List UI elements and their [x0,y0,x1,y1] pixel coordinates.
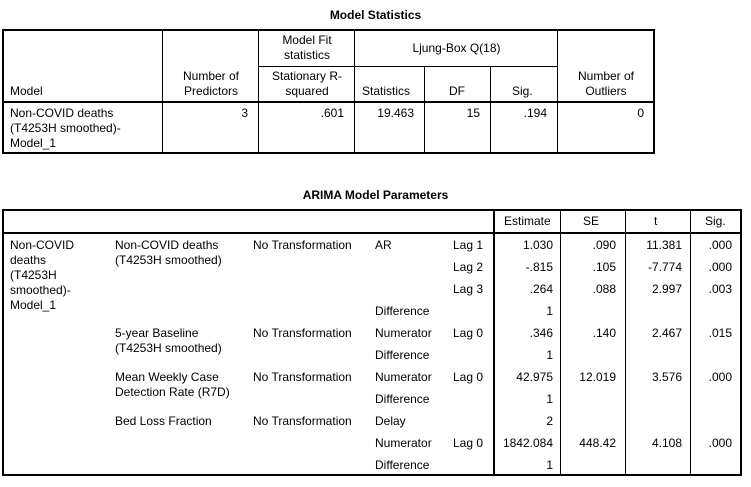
transformation-label: No Transformation [253,326,352,340]
lag-label: Lag 2 [453,260,484,274]
sig-value: .000 [708,238,732,252]
header-estimate: Estimate [504,214,551,228]
lag-label: Lag 0 [453,326,484,340]
df-cell: 15 [466,106,480,120]
arima-title: ARIMA Model Parameters [302,188,449,202]
parameter-type: Numerator [375,436,432,450]
lag-label: Lag 1 [453,238,484,252]
estimate-value: .264 [529,282,553,296]
header-number-of-outliers: Number of Outliers [577,69,635,98]
estimate-value: 1 [546,348,553,362]
parameter-type: Difference [375,392,430,406]
se-value: .105 [592,260,616,274]
sig-value: .000 [708,260,732,274]
transformation-label: No Transformation [253,414,352,428]
header-df: DF [449,84,465,98]
num-outliers-cell: 0 [637,106,644,120]
header-statistics: Statistics [362,84,411,98]
estimate-value: 42.975 [516,370,553,384]
estimate-value: -.815 [525,260,553,274]
header-model-fit: Model Fit statistics [282,33,332,62]
t-value: 3.576 [651,370,682,384]
header-stationary-r-squared: Stationary R-squared [271,69,343,98]
se-value: 448.42 [579,436,616,450]
variable-label: Non-COVID deaths (T4253H smoothed) [115,238,222,267]
parameter-type: AR [375,238,392,252]
sig-cell: .194 [523,106,547,120]
model-statistics-title: Model Statistics [329,8,422,22]
variable-label: Bed Loss Fraction [115,414,212,428]
header-ljung-box: Ljung-Box Q(18) [412,41,501,55]
lag-label: Lag 0 [453,370,484,384]
statistics-cell: 19.463 [377,106,414,120]
model-name-cell: Non-COVID deaths (T4253H smoothed)-Model_1 [10,106,121,150]
t-value: 11.381 [646,238,682,252]
t-value: -7.774 [647,260,682,274]
arima-model-name: Non-COVID deaths (T4253H smoothed)-Model_1 [10,238,75,312]
variable-label: Mean Weekly Case Detection Rate (R7D) [115,370,230,399]
estimate-value: 1.030 [522,238,553,252]
sig-value: .000 [708,370,732,384]
estimate-value: 1 [546,458,553,472]
parameter-type: Difference [375,304,430,318]
parameter-type: Numerator [375,370,432,384]
sig-value: .003 [708,282,732,296]
sig-value: .015 [708,326,732,340]
t-value: 2.997 [651,282,682,296]
se-value: 12.019 [579,370,616,384]
header-t: t [654,214,658,228]
transformation-label: No Transformation [253,370,352,384]
estimate-value: 1 [546,392,553,406]
header-number-of-predictors: Number of Predictors [182,69,240,98]
se-value: .090 [592,238,616,252]
se-value: .140 [592,326,616,340]
parameter-type: Numerator [375,326,432,340]
stationary-r2-cell: .601 [320,106,344,120]
header-model: Model [10,84,43,98]
estimate-value: 2 [546,414,553,428]
lag-label: Lag 0 [453,436,484,450]
variable-label: 5-year Baseline (T4253H smoothed) [115,326,222,355]
parameter-type: Delay [375,414,406,428]
t-value: 2.467 [651,326,682,340]
estimate-value: 1842.084 [502,436,553,450]
estimate-value: 1 [546,304,553,318]
parameter-type: Difference [375,348,430,362]
se-value: .088 [592,282,616,296]
lag-label: Lag 3 [453,282,484,296]
transformation-label: No Transformation [253,238,352,252]
num-predictors-cell: 3 [241,106,248,120]
t-value: 4.108 [651,436,682,450]
header-se: SE [583,214,600,228]
sig-value: .000 [708,436,732,450]
estimate-value: .346 [529,326,553,340]
header-sig: Sig. [705,214,726,228]
parameter-type: Difference [375,458,430,472]
header-sig: Sig. [512,84,533,98]
